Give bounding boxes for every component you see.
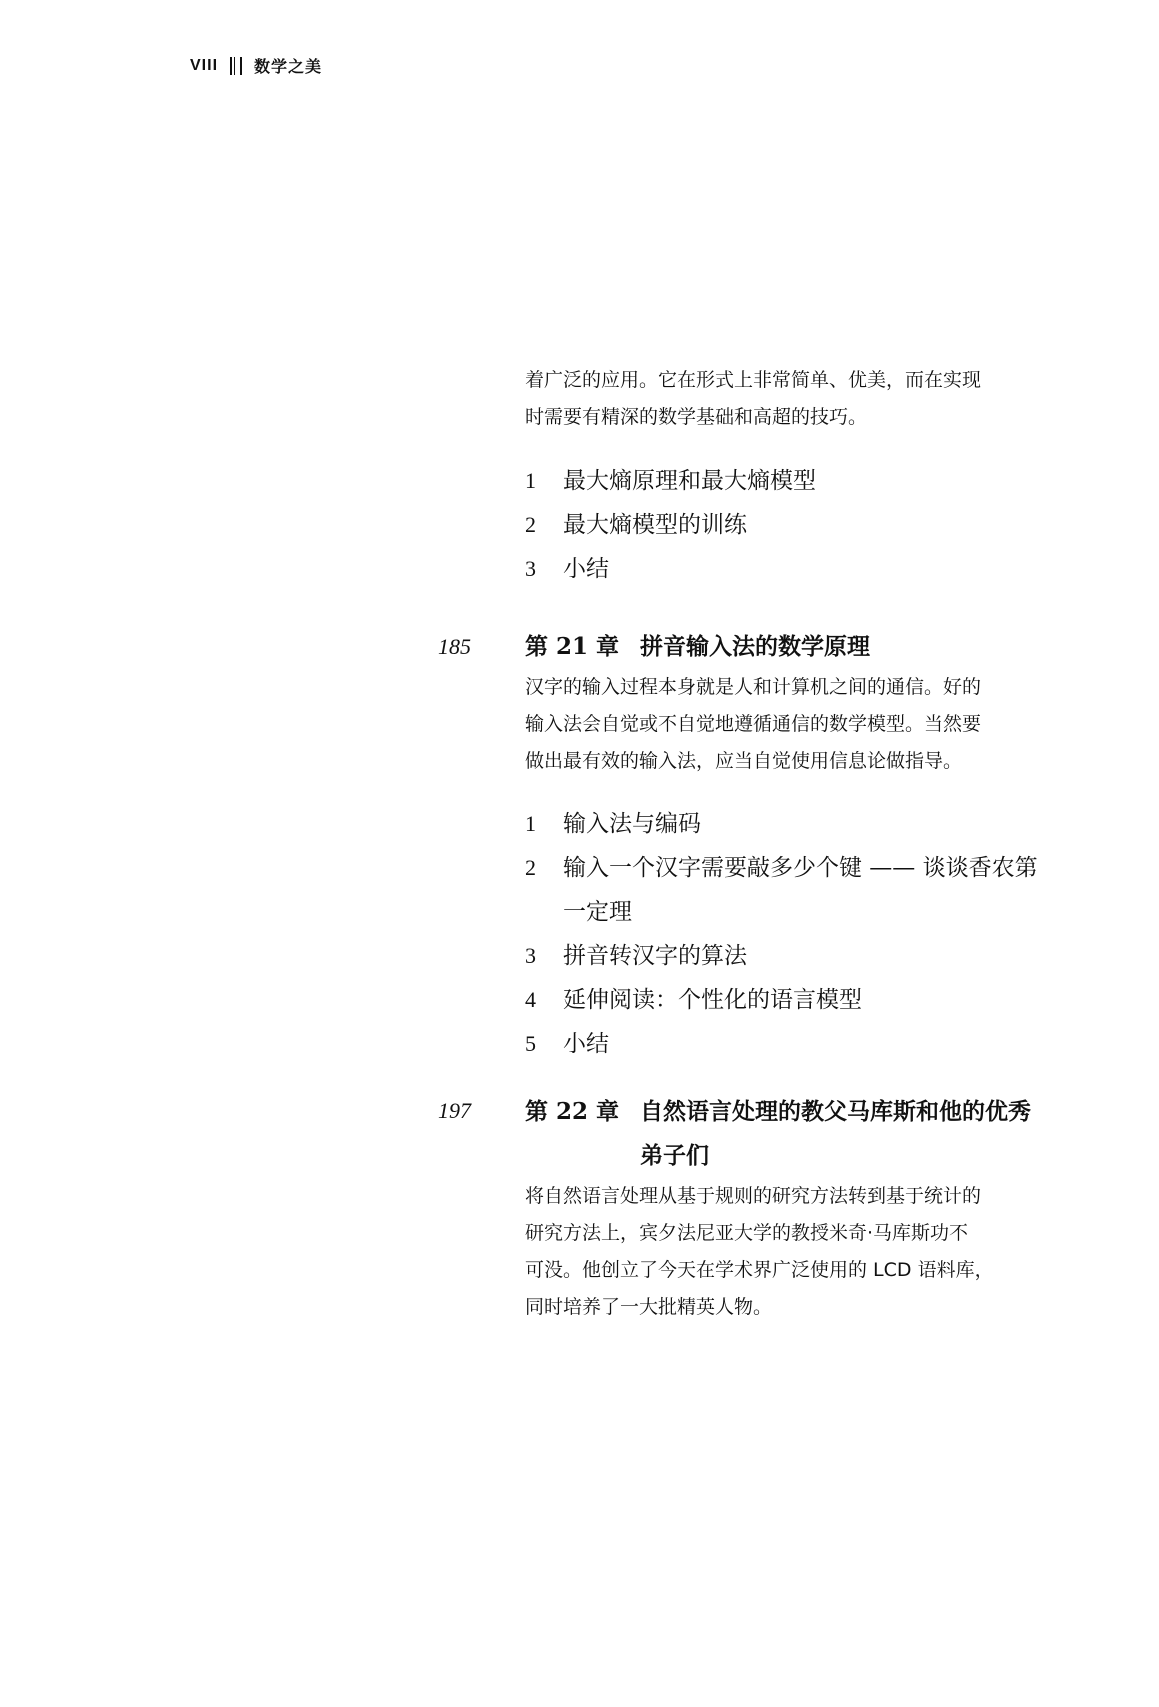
chapter21-entry [525, 625, 1045, 1066]
section-title: 延伸阅读：个性化的语言模型 [563, 987, 862, 1013]
section-title: 输入一个汉字需要敲多少个键 —— 谈谈香农第一定理 [563, 855, 1038, 925]
chapter21-page-number: 185 [438, 634, 471, 659]
section-number: 2 [525, 855, 536, 880]
section-title: 输入法与编码 [563, 811, 701, 837]
chapter21-description [525, 669, 1045, 780]
description-line: 同时培养了一大批精英人物。 [525, 1296, 773, 1318]
toc-section-item[interactable] [525, 802, 1045, 846]
toc-section-item[interactable] [525, 547, 1045, 591]
section-number: 5 [525, 1031, 536, 1056]
description-line: 着广泛的应用。它在形式上非常简单、优美，而在实现 [525, 369, 982, 391]
description-line: 研究方法上，宾夕法尼亚大学的教授米奇·马库斯功不 [525, 1222, 969, 1244]
description-line: 将自然语言处理从基于规则的研究方法转到基于统计的 [525, 1185, 982, 1207]
chapter21-section-list [525, 802, 1045, 1066]
chapter21-heading[interactable] [525, 625, 1045, 669]
toc-section-item[interactable] [525, 503, 1045, 547]
chapter22-heading[interactable] [525, 1090, 1045, 1178]
toc-section-item[interactable] [525, 934, 1045, 978]
description-line: 做出最有效的输入法，应当自觉使用信息论做指导。 [525, 750, 963, 772]
chapter-label: 第 22 章 [525, 1098, 620, 1125]
chapter-label: 第 21 章 [525, 633, 620, 660]
section-number: 3 [525, 943, 536, 968]
header-book-title: 数学之美 [254, 59, 323, 76]
chapter22-entry [525, 1090, 1045, 1326]
toc-section-item[interactable] [525, 1022, 1045, 1066]
section-number: 4 [525, 987, 536, 1012]
chapter-title: 拼音输入法的数学原理 [640, 633, 870, 660]
section-title: 小结 [563, 556, 609, 582]
section-title: 小结 [563, 1031, 609, 1057]
chapter22-description [525, 1178, 1045, 1326]
running-header [190, 54, 322, 77]
section-number: 2 [525, 512, 536, 537]
header-page-number: VIII [190, 56, 219, 74]
section-number: 3 [525, 556, 536, 581]
chapter20-tail [525, 362, 1045, 591]
description-line: 汉字的输入过程本身就是人和计算机之间的通信。好的 [525, 676, 982, 698]
toc-section-item[interactable] [525, 459, 1045, 503]
section-number: 1 [525, 811, 536, 836]
chapter-title: 自然语言处理的教父马库斯和他的优秀弟子们 [640, 1098, 1031, 1169]
chapter20-section-list [525, 459, 1045, 591]
toc-section-item[interactable] [525, 978, 1045, 1022]
section-number: 1 [525, 468, 536, 493]
section-title: 拼音转汉字的算法 [563, 943, 747, 969]
toc-section-item[interactable] [525, 846, 1045, 934]
description-line: 输入法会自觉或不自觉地遵循通信的数学模型。当然要 [525, 713, 982, 735]
chapter22-page-number: 197 [438, 1098, 471, 1123]
description-line: 可没。他创立了今天在学术界广泛使用的 LCD 语料库， [525, 1259, 994, 1281]
description-line: 时需要有精深的数学基础和高超的技巧。 [525, 406, 868, 428]
chapter20-description [525, 362, 1045, 436]
header-separator [230, 57, 242, 75]
section-title: 最大熵模型的训练 [563, 512, 747, 538]
section-title: 最大熵原理和最大熵模型 [563, 468, 816, 494]
